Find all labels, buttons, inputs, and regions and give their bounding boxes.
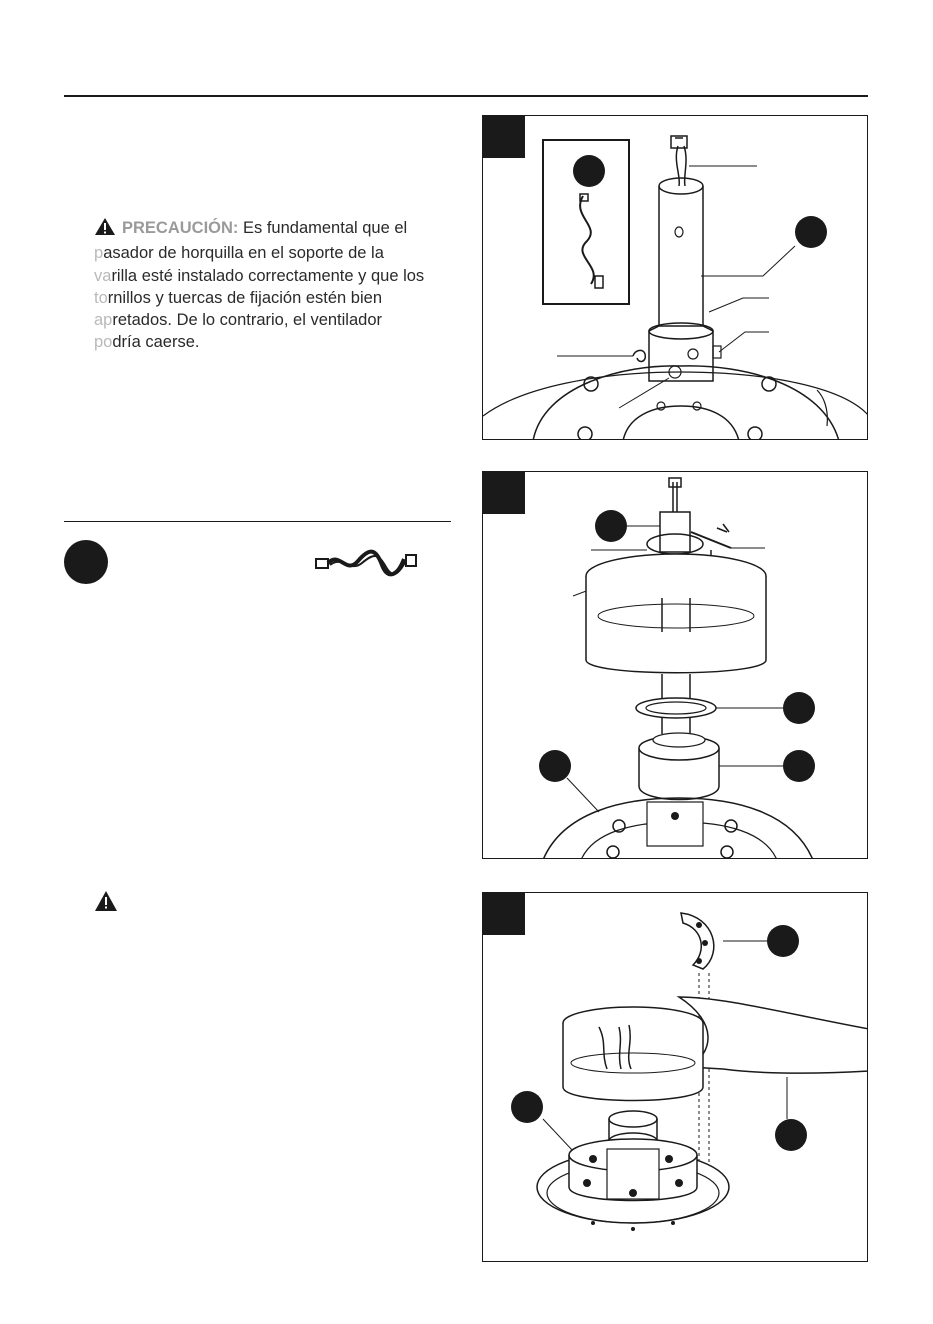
header-rule (64, 95, 868, 97)
caution-faded-start: va (94, 266, 112, 285)
caution-line-6 (94, 331, 464, 353)
caution-label: PRECAUCIÓN: (122, 219, 239, 237)
caution-text: rilla esté instalado correctamente y que los (111, 266, 425, 285)
illustration-step-b (482, 471, 868, 859)
step-badge (64, 540, 108, 584)
warning-triangle-icon (94, 217, 116, 242)
caution-faded-start: po (94, 333, 113, 352)
step-corner-marker (483, 116, 525, 158)
caution-text: rnillos y tuercas de fijación estén bien (107, 288, 382, 307)
caution-line-4 (94, 287, 464, 309)
caution-notice (94, 217, 464, 354)
step-corner-marker (483, 893, 525, 935)
caution-line-1 (94, 217, 464, 242)
caution-faded-start: to (94, 288, 108, 307)
caution-faded-start: ap (94, 311, 113, 330)
caution-line-5 (94, 309, 464, 331)
caution-text-1: Es fundamental que el (238, 219, 408, 237)
caution-line-3 (94, 265, 464, 287)
wire-harness-icon (312, 547, 422, 584)
caution-line-2: pasador de horquilla en el soporte de la (94, 244, 384, 263)
step-corner-marker (483, 472, 525, 514)
illustration-step-a (482, 115, 868, 440)
section-rule (64, 521, 451, 522)
caution-text-2: asador de horquilla en el soporte de la (103, 244, 384, 263)
caution-text: dría caerse. (112, 333, 200, 352)
illustration-step-c (482, 892, 868, 1262)
warning-triangle-icon (94, 890, 118, 917)
caution-text: retados. De lo contrario, el ventilador (112, 311, 382, 330)
